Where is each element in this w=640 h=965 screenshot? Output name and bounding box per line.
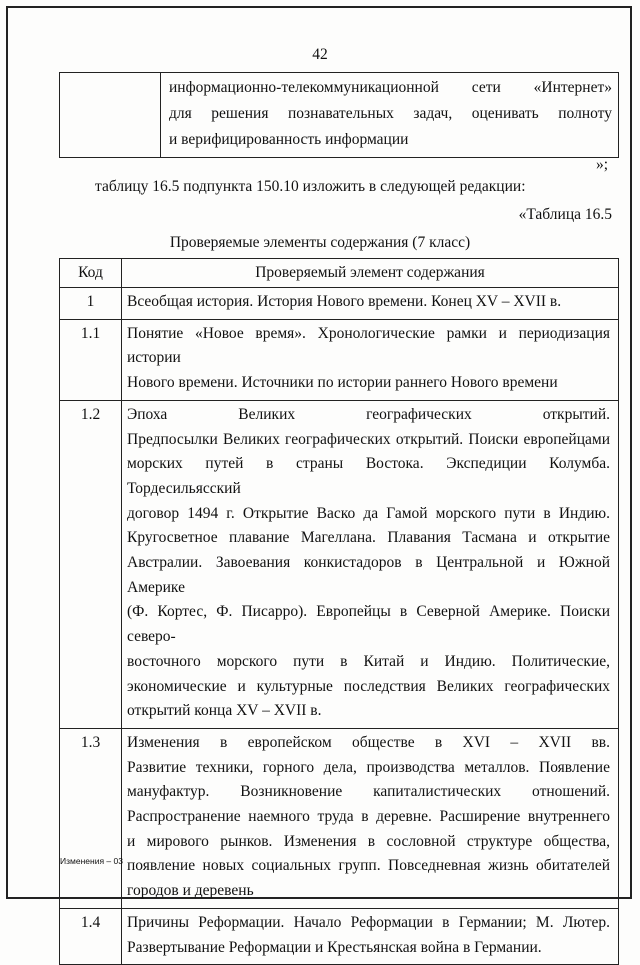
text-line: Всеобщая история. История Нового времени. Конец XV – XVII в. xyxy=(127,293,562,310)
text-line: экономические и культурные последствия Великих географических xyxy=(127,677,610,695)
text-line: Понятие «Новое время». Хронологические рамки и периодизация истории xyxy=(127,324,610,367)
text-line: мануфактур. Возникновение капиталистических отношений. xyxy=(127,783,610,801)
text-line: городов и деревень xyxy=(127,882,254,900)
text-line: Изменения в европейском обществе в XVI – XVII вв. xyxy=(127,733,610,751)
text-line: Нового времени. Источники по истории раннего Нового времени xyxy=(127,374,558,392)
text-line: и верифицированность информации xyxy=(169,131,409,148)
text-line: появление новых социальных групп. Повседневная жизнь обитателей xyxy=(127,857,610,875)
text-line: восточного морского пути в Китай и Индию. Политические, xyxy=(127,652,610,670)
amendment-instruction: таблицу 16.5 подпункта 150.10 изложить в следующей редакции: xyxy=(95,178,526,195)
text-line: Предпосылки Великих географических открытий. Поиски европейцами xyxy=(127,430,610,448)
row-code: 1 xyxy=(60,288,122,320)
table-row xyxy=(60,908,619,964)
content-elements-table xyxy=(59,258,619,965)
continued-table xyxy=(59,72,619,158)
footer-note: Изменения – 03 xyxy=(60,856,123,866)
text-line: информационно-телекоммуникационной сети «Интернет» xyxy=(169,79,612,96)
row-code: 1.1 xyxy=(60,319,122,400)
table-row xyxy=(60,319,619,400)
text-line: договор 1494 г. Открытие Васко да Гамой морского пути в Индию. xyxy=(127,504,610,522)
text-line: Развитие техники, горного дела, производства металлов. Появление xyxy=(127,758,610,776)
table-header-row xyxy=(60,259,619,288)
page-number: 42 xyxy=(312,46,328,63)
row-code: 1.3 xyxy=(60,728,122,908)
row-content xyxy=(122,319,619,400)
header-element: Проверяемый элемент содержания xyxy=(122,259,619,288)
row-code: 1.2 xyxy=(60,400,122,728)
text-line: (Ф. Кортес, Ф. Писарро). Европейцы в Северной Америке. Поиски северо- xyxy=(127,603,610,646)
text-line: открытий конца XV – XVII в. xyxy=(127,702,322,720)
text-line: Кругосветное плавание Магеллана. Плавания Тасмана и открытие xyxy=(127,529,610,547)
text-line: Эпоха Великих географических открытий. xyxy=(127,405,610,423)
table-label: «Таблица 16.5 xyxy=(518,206,612,223)
text-line: Распространение наемного труда в деревне. Расширение внутреннего xyxy=(127,808,610,826)
row-content xyxy=(122,288,619,320)
header-code: Код xyxy=(60,259,122,288)
text-line: Развертывание Реформации и Крестьянская война в Германии. xyxy=(127,938,542,956)
text-line: Австралии. Завоевания конкистадоров в Центральной и Южной Америке xyxy=(127,554,610,596)
text-line: для решения познавательных задач, оценивать полноту xyxy=(169,105,612,122)
row-content xyxy=(122,728,619,908)
row-content xyxy=(122,400,619,728)
table-title: Проверяемые элементы содержания (7 класс) xyxy=(169,234,471,251)
row-content xyxy=(122,908,619,964)
closing-quote: »; xyxy=(596,156,609,173)
table-row xyxy=(60,728,619,908)
text-line: Причины Реформации. Начало Реформации в Германии; М. Лютер. xyxy=(127,913,610,931)
row-code: 1.4 xyxy=(60,908,122,964)
text-line: морских путей в страны Востока. Экспедиции Колумба. Тордесильясский xyxy=(127,455,610,497)
continued-content-cell xyxy=(161,73,619,158)
table-row xyxy=(60,400,619,728)
empty-code-cell xyxy=(60,73,161,158)
text-line: и мирового рынков. Изменения в сословной структуре общества, xyxy=(127,832,610,850)
table-row xyxy=(60,288,619,320)
